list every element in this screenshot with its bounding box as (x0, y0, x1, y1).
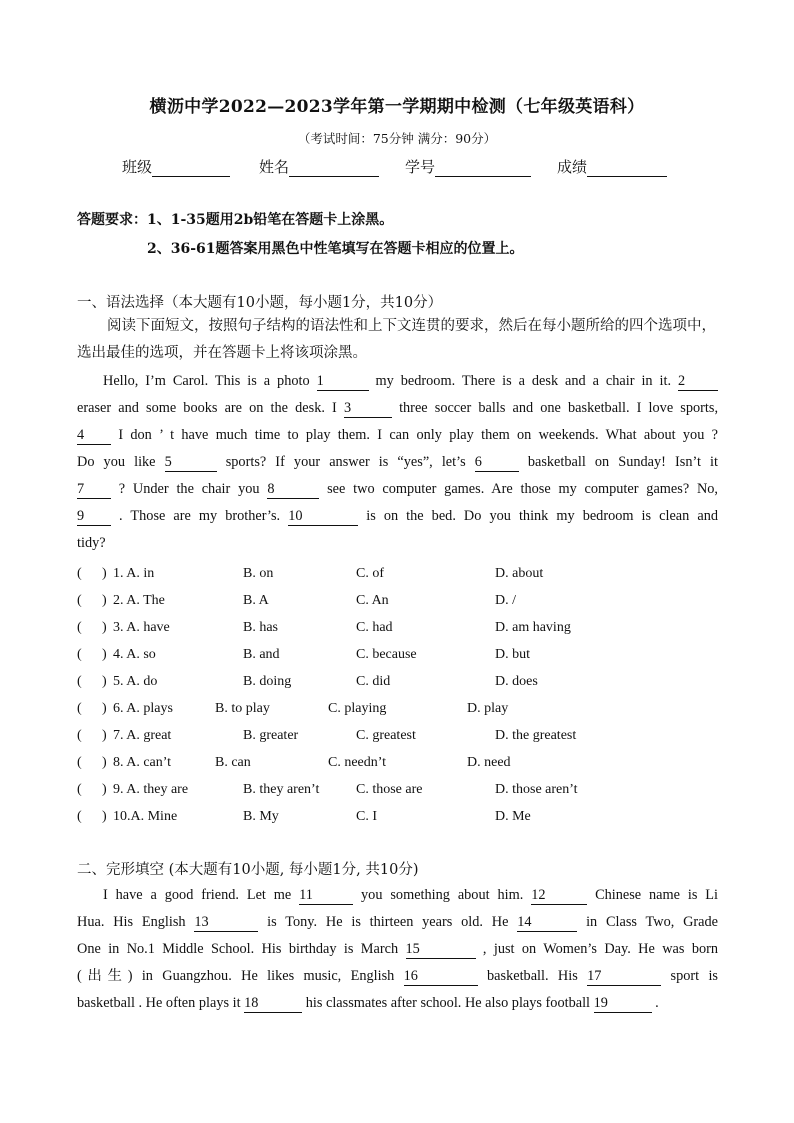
option-d: D. need (467, 755, 511, 770)
name-field (259, 156, 379, 177)
answer-paren-open[interactable]: ( (77, 593, 82, 608)
answer-paren-open[interactable]: ( (77, 566, 82, 581)
option-c: C. those are (356, 782, 423, 797)
answer-paren-close[interactable]: ) (102, 728, 107, 743)
option-c: C. greatest (356, 728, 416, 743)
option-b: B. on (243, 566, 274, 581)
answer-paren-close[interactable]: ) (102, 809, 107, 824)
option-c: C. An (356, 593, 389, 608)
section2-heading: 二、完形填空 (本大题有10小题, 每小题1分, 共10分) (77, 862, 419, 878)
passage-line (77, 503, 718, 530)
passage-line (77, 990, 718, 1017)
answer-paren-close[interactable]: ) (102, 782, 107, 797)
blank-10: 10 (288, 508, 358, 526)
blank-19: 19 (594, 995, 652, 1013)
exam-subtitle: （考试时间：75分钟 满分：90分） (297, 131, 497, 146)
passage-text: sport is (670, 968, 718, 984)
name-blank[interactable] (289, 160, 379, 177)
section1-heading: 一、语法选择（本大题有10小题，每小题1分，共10分） (77, 295, 443, 311)
passage-line (77, 882, 718, 909)
name-label: 姓名 (259, 158, 290, 176)
blank-2: 2 (678, 373, 718, 391)
question-option-a: 7. A. great (113, 728, 172, 743)
passage-text: is Tony. He is thirteen years old. He (267, 914, 509, 930)
answer-paren-close[interactable]: ) (102, 566, 107, 581)
question-option-a: 6. A. plays (113, 701, 173, 716)
answer-paren-open[interactable]: ( (77, 701, 82, 716)
blank-14: 14 (517, 914, 577, 932)
passage-text: basketball. His (487, 968, 578, 984)
question-option-a: 9. A. they are (113, 782, 189, 797)
option-d: D. about (495, 566, 544, 581)
passage-text: see two computer games. Are those my computer games? No, (327, 481, 718, 497)
blank-4: 4 (77, 427, 111, 445)
option-c: C. I (356, 809, 377, 824)
answer-paren-close[interactable]: ) (102, 755, 107, 770)
option-c: C. because (356, 647, 417, 662)
option-b: B. to play (215, 701, 270, 716)
passage-line (77, 422, 718, 449)
blank-1: 1 (317, 373, 369, 391)
passage-text: ? Under the chair you (118, 481, 260, 497)
passage-text: Do you like (77, 454, 156, 470)
option-c: C. had (356, 620, 393, 635)
blank-9: 9 (77, 508, 111, 526)
option-d: D. but (495, 647, 530, 662)
option-c: C. did (356, 674, 391, 689)
blank-6: 6 (475, 454, 519, 472)
passage-text: you something about him. (361, 887, 524, 903)
blank-3: 3 (344, 400, 392, 418)
passage-text: is on the bed. Do you think my bedroom is clean and (366, 508, 718, 524)
passage-line (77, 368, 718, 395)
answer-paren-open[interactable]: ( (77, 809, 82, 824)
option-b: B. and (243, 647, 280, 662)
passage-text: eraser and some books are on the desk. I (77, 400, 337, 416)
passage-line (77, 476, 718, 503)
score-field (557, 156, 667, 177)
option-d: D. those aren’t (495, 782, 578, 797)
option-c: C. needn’t (328, 755, 387, 770)
option-b: B. they aren’t (243, 782, 320, 797)
question-row (77, 614, 717, 641)
question-row (77, 668, 717, 695)
section1-passage (77, 368, 718, 557)
question-option-a: 3. A. have (113, 620, 170, 635)
student-id-blank[interactable] (435, 160, 531, 177)
passage-text: basketball . He often plays it (77, 995, 241, 1011)
blank-7: 7 (77, 481, 111, 499)
passage-text: my bedroom. There is a desk and a chair in it. (375, 373, 672, 389)
question-row (77, 560, 717, 587)
passage-line (77, 449, 718, 476)
question-row (77, 641, 717, 668)
answer-paren-open[interactable]: ( (77, 782, 82, 797)
passage-text: Hello, I’m Carol. This is a photo (103, 373, 310, 389)
blank-12: 12 (531, 887, 587, 905)
blank-16: 16 (404, 968, 478, 986)
passage-text: I don ’ t have much time to play them. I can only play them on weekends. What about you ? (118, 427, 719, 443)
section2-passage (77, 882, 718, 1017)
passage-line (77, 530, 718, 557)
passage-text: Hua. His English (77, 914, 186, 930)
option-c: C. of (356, 566, 384, 581)
blank-18: 18 (244, 995, 302, 1013)
option-d: D. play (467, 701, 509, 716)
answer-paren-close[interactable]: ) (102, 620, 107, 635)
passage-line (77, 909, 718, 936)
student-id-label: 学号 (405, 158, 436, 176)
passage-text: . (655, 995, 659, 1011)
blank-11: 11 (299, 887, 353, 905)
passage-text: One in No.1 Middle School. His birthday is March (77, 941, 399, 957)
class-blank[interactable] (152, 160, 230, 177)
passage-text: , just on Women’s Day. He was born (482, 941, 719, 957)
blank-17: 17 (587, 968, 661, 986)
option-d: D. the greatest (495, 728, 577, 743)
blank-15: 15 (406, 941, 476, 959)
requirements-line-2: 2、36-61题答案用黑色中性笔填写在答题卡相应的位置上。 (147, 241, 524, 257)
requirements-label: 答题要求： (77, 212, 147, 228)
student-id-field (405, 156, 531, 177)
passage-text: in Class Two, Grade (586, 914, 719, 930)
answer-paren-close[interactable]: ) (102, 674, 107, 689)
passage-text: Chinese name is Li (595, 887, 718, 903)
blank-13: 13 (194, 914, 258, 932)
answer-paren-open[interactable]: ( (77, 674, 82, 689)
option-b: B. has (243, 620, 278, 635)
question-option-a: 5. A. do (113, 674, 158, 689)
passage-text: tidy? (77, 535, 106, 551)
answer-paren-open[interactable]: ( (77, 647, 82, 662)
passage-text: sports? If your answer is “yes”, let’s (225, 454, 466, 470)
score-label: 成绩 (557, 158, 588, 176)
option-d: D. does (495, 674, 538, 689)
question-option-a: 4. A. so (113, 647, 156, 662)
answer-paren-close[interactable]: ) (102, 593, 107, 608)
answer-paren-open[interactable]: ( (77, 755, 82, 770)
question-option-a: 10.A. Mine (113, 809, 178, 824)
question-option-a: 1. A. in (113, 566, 155, 581)
passage-text: his classmates after school. He also plays football (305, 995, 591, 1011)
score-blank[interactable] (587, 160, 667, 177)
exam-title: 横沥中学2022—2023学年第一学期期中检测（七年级英语科） (149, 97, 645, 117)
question-row (77, 803, 717, 830)
question-row (77, 749, 717, 776)
answer-paren-open[interactable]: ( (77, 728, 82, 743)
option-b: B. greater (243, 728, 299, 743)
passage-line (77, 963, 718, 990)
option-d: D. / (495, 593, 516, 608)
option-c: C. playing (328, 701, 387, 716)
question-row (77, 722, 717, 749)
question-row (77, 776, 717, 803)
blank-5: 5 (165, 454, 217, 472)
answer-paren-open[interactable]: ( (77, 620, 82, 635)
section1-options (77, 560, 717, 830)
passage-line (77, 395, 718, 422)
question-option-a: 8. A. can’t (113, 755, 172, 770)
option-b: B. can (215, 755, 251, 770)
question-option-a: 2. A. The (113, 593, 165, 608)
answer-paren-close[interactable]: ) (102, 701, 107, 716)
passage-text: basketball on Sunday! Isn’t it (527, 454, 718, 470)
class-label: 班级 (122, 158, 153, 176)
class-field (122, 156, 230, 177)
option-d: D. Me (495, 809, 531, 824)
option-d: D. am having (495, 620, 571, 635)
question-row (77, 695, 717, 722)
option-b: B. A (243, 593, 269, 608)
section1-instruction: 阅读下面短文，按照句子结构的语法性和上下文连贯的要求，然后在每小题所给的四个选项中，选出最佳的选项，并在答题卡上将该项涂黑。 (77, 318, 716, 361)
passage-text: I have a good friend. Let me (103, 887, 292, 903)
passage-text: . Those are my brother’s. (119, 508, 281, 524)
passage-line (77, 936, 718, 963)
option-b: B. doing (243, 674, 292, 689)
answer-paren-close[interactable]: ) (102, 647, 107, 662)
passage-text: (出生) in Guangzhou. He likes music, English (77, 968, 395, 984)
question-row (77, 587, 717, 614)
passage-text: three soccer balls and one basketball. I love sports, (399, 400, 719, 416)
blank-8: 8 (267, 481, 319, 499)
requirements-line-1: 答题要求：1、1-35题用2b铅笔在答题卡上涂黑。 (77, 212, 394, 228)
option-b: B. My (243, 809, 279, 824)
